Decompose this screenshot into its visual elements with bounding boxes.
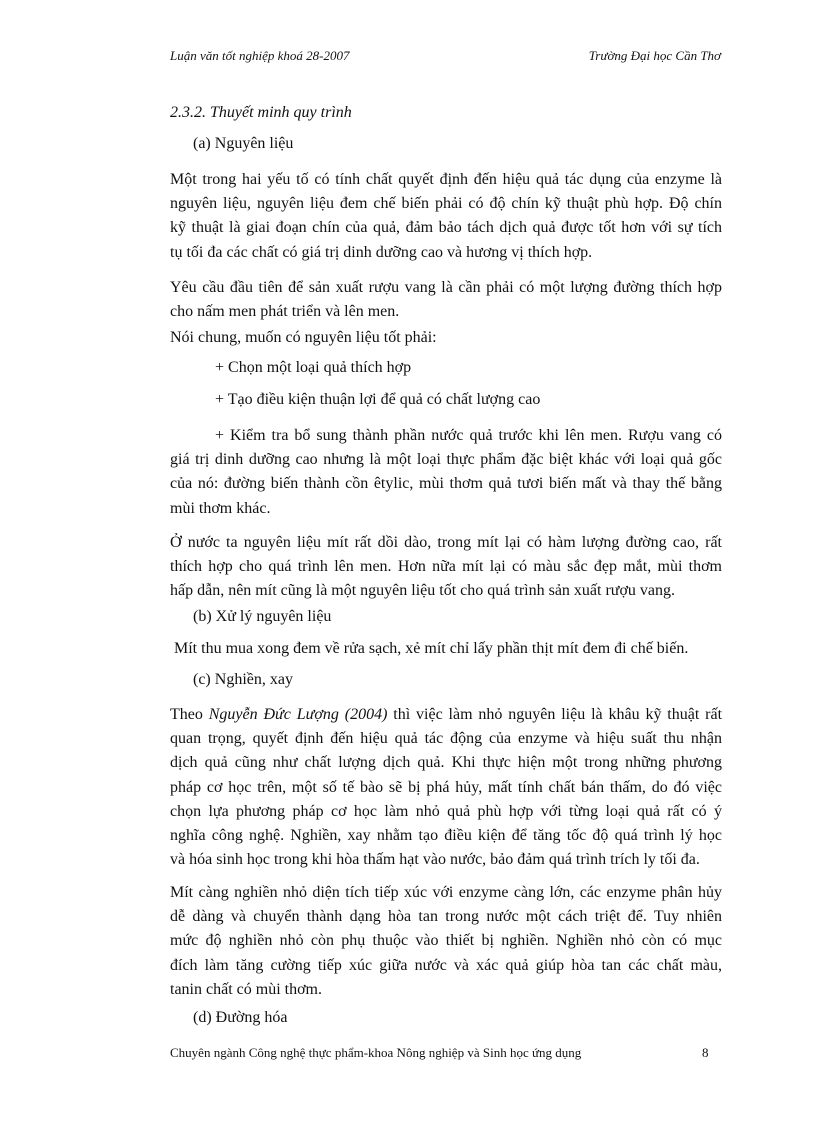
subheading-c: (c) Nghiền, xay	[193, 671, 293, 688]
paragraph-3: Nói chung, muốn có nguyên liệu tốt phải:	[170, 329, 437, 346]
running-footer: Chuyên ngành Công nghệ thực phẩm-khoa Nông nghiệp và Sinh học ứng dụng	[170, 1045, 582, 1060]
text-line: kỹ thuật là giai đoạn chín của quả, đảm bảo tách dịch quả được tốt hơn với sự tích	[170, 219, 722, 237]
text-line: cho nấm men phát triển và lên men.	[170, 303, 400, 321]
paragraph-5	[170, 531, 722, 604]
text-line: Một trong hai yếu tố có tính chất quyết định đến hiệu quả tác dụng của enzyme là	[170, 171, 722, 188]
page-number: 8	[702, 1045, 709, 1060]
text-line: đích làm tăng cường tiếp xúc giữa nước và xác quả giúp hòa tan các chất màu,	[170, 956, 722, 974]
bullet-2: + Tạo điều kiện thuận lợi để quả có chất lượng cao	[215, 391, 541, 408]
text-line	[170, 703, 722, 727]
subheading-b: (b) Xử lý nguyên liệu	[193, 608, 332, 625]
text-line: Ở nước ta nguyên liệu mít rất dồi dào, trong mít lại có hàm lượng đường cao, rất	[170, 534, 722, 551]
subheading-a: (a) Nguyên liệu	[193, 135, 294, 152]
subheading-d: (d) Đường hóa	[193, 1009, 288, 1026]
paragraph-7	[170, 703, 722, 872]
running-header-right: Trường Đại học Cần Thơ	[588, 48, 721, 63]
text-line: tanin chất có mùi thơm.	[170, 980, 322, 998]
text-line: pháp cơ học trên, một số tế bào sẽ bị phá hủy, mất tính chất bán thấm, do đó việc	[170, 778, 722, 796]
text-line: thích hợp cho quá trình lên men. Hơn nữa mít lại có màu sắc đẹp mắt, mùi thơm	[170, 558, 722, 576]
section-title: 2.3.2. Thuyết minh quy trình	[170, 104, 352, 121]
paragraph-4	[170, 424, 722, 521]
text-line: quan trọng, quyết định đến hiệu quả tác động của enzyme và hiệu suất thu nhận	[170, 730, 722, 748]
paragraph-8	[170, 881, 722, 1002]
text-line: hấp dẫn, nên mít cũng là một nguyên liệu tốt cho quá trình sản xuất rượu vang.	[170, 582, 676, 600]
text-line: Mít càng nghiền nhỏ diện tích tiếp xúc với enzyme càng lớn, các enzyme phân hủy	[170, 884, 722, 901]
text-line: dịch quả cũng như chất lượng dịch quả. Khi thực hiện một trong những phương	[170, 754, 722, 772]
text-line: mức độ nghiền nhỏ còn phụ thuộc vào thiết bị nghiền. Nghiền nhỏ còn có mục	[170, 932, 722, 950]
text: thì việc làm nhỏ nguyên liệu là khâu kỹ thuật rất	[387, 706, 723, 723]
paragraph-1	[170, 168, 722, 265]
text-line: dễ dàng và chuyển thành dạng hòa tan trong nước một cách triệt để. Tuy nhiên	[170, 908, 722, 926]
running-header-left: Luận văn tốt nghiệp khoá 28-2007	[170, 48, 350, 63]
text-line: và hóa sinh học trong khi hòa thấm hạt vào nước, bảo đảm quá trình trích ly tối đa.	[170, 851, 700, 869]
text-line: chọn lựa phương pháp cơ học làm nhỏ quả phù hợp với từng loại quả rất có ý	[170, 802, 722, 820]
text-line: Yêu cầu đầu tiên để sản xuất rượu vang là cần phải có một lượng đường thích hợp	[170, 279, 722, 296]
text-line: của nó: đường biến thành cồn êtylic, mùi thơm quả tươi biến mất và thay thế bằng	[170, 475, 722, 493]
text-line: tụ tối đa các chất có giá trị dinh dưỡng cao và hương vị thích hợp.	[170, 243, 593, 261]
text-line: nghĩa công nghệ. Nghiền, xay nhằm tạo điều kiện để tăng tốc độ quá trình lý học	[170, 826, 722, 844]
text-line: giá trị dinh dưỡng cao nhưng là một loại thực phẩm đặc biệt khác với loại quả gốc	[170, 451, 722, 469]
citation: Nguyễn Đức Lượng (2004)	[208, 706, 388, 723]
paragraph-6: Mít thu mua xong đem về rửa sạch, xẻ mít chỉ lấy phần thịt mít đem đi chế biến.	[170, 640, 689, 657]
text: Theo	[170, 706, 209, 723]
paragraph-2	[170, 276, 722, 324]
text-line: + Kiểm tra bổ sung thành phần nước quả trước khi lên men. Rượu vang có	[215, 427, 722, 444]
bullet-1: + Chọn một loại quả thích hợp	[215, 359, 412, 376]
text-line: mùi thơm khác.	[170, 499, 271, 517]
text-line: nguyên liệu, nguyên liệu đem chế biến phải có độ chín kỹ thuật phù hợp. Độ chín	[170, 195, 722, 213]
